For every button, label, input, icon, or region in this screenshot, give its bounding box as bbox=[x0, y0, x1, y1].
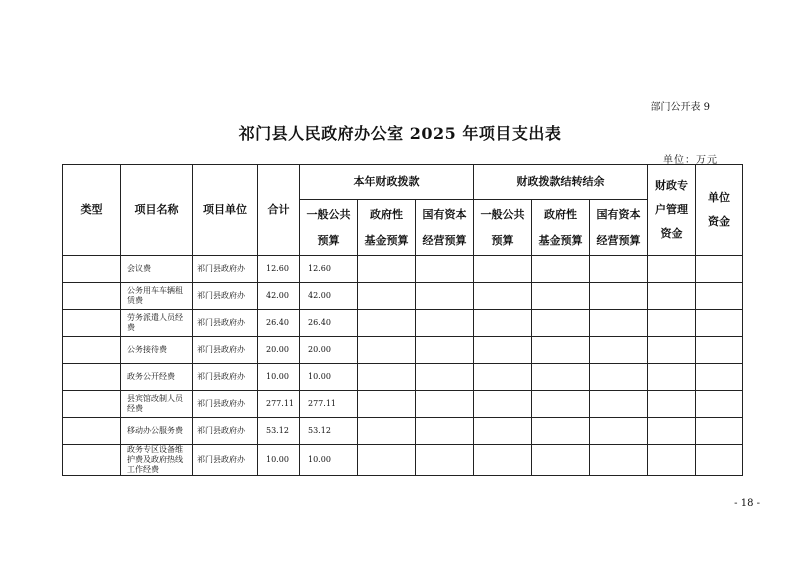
cell-empty bbox=[532, 418, 590, 445]
header-unitfund-line1: 单位 bbox=[708, 191, 731, 204]
header-current-fund-line1: 政府性 bbox=[370, 207, 403, 221]
cell-empty bbox=[648, 283, 696, 310]
cell-empty bbox=[416, 337, 474, 364]
cell-total: 42.00 bbox=[258, 283, 300, 310]
cell-empty bbox=[416, 418, 474, 445]
cell-project-unit: 祁门县政府办 bbox=[193, 418, 258, 445]
cell-empty bbox=[474, 337, 532, 364]
cell-type bbox=[63, 391, 121, 418]
cell-empty bbox=[648, 310, 696, 337]
cell-general-budget: 277.11 bbox=[300, 391, 358, 418]
header-project-name: 项目名称 bbox=[121, 165, 193, 256]
header-carryover-fund-line2: 基金预算 bbox=[538, 233, 583, 247]
cell-empty bbox=[648, 391, 696, 418]
cell-type bbox=[63, 337, 121, 364]
header-unitfund-line2: 资金 bbox=[708, 215, 731, 228]
table-row bbox=[63, 337, 743, 364]
cell-total: 20.00 bbox=[258, 337, 300, 364]
cell-type bbox=[63, 418, 121, 445]
cell-empty bbox=[696, 418, 743, 445]
cell-general-budget: 12.60 bbox=[300, 256, 358, 283]
cell-project-unit: 祁门县政府办 bbox=[193, 445, 258, 476]
cell-project-unit: 祁门县政府办 bbox=[193, 283, 258, 310]
project-expenditure-table bbox=[62, 164, 743, 476]
header-carryover-general-line1: 一般公共 bbox=[480, 207, 525, 221]
cell-empty bbox=[358, 364, 416, 391]
header-current-state-line2: 经营预算 bbox=[422, 233, 467, 247]
cell-empty bbox=[532, 364, 590, 391]
table-row bbox=[63, 283, 743, 310]
header-carryover-state-line2: 经营预算 bbox=[596, 233, 641, 247]
table-row bbox=[63, 391, 743, 418]
header-carryover-general-budget bbox=[474, 200, 532, 256]
cell-empty bbox=[358, 445, 416, 476]
cell-empty bbox=[416, 310, 474, 337]
cell-project-unit: 祁门县政府办 bbox=[193, 256, 258, 283]
cell-general-budget: 10.00 bbox=[300, 364, 358, 391]
cell-total: 53.12 bbox=[258, 418, 300, 445]
header-special-line3: 资金 bbox=[660, 227, 683, 240]
cell-project-name: 政务专区设备维护费及政府热线工作经费 bbox=[121, 445, 193, 476]
cell-empty bbox=[358, 283, 416, 310]
cell-empty bbox=[696, 364, 743, 391]
header-total: 合计 bbox=[258, 165, 300, 256]
header-current-state-capital bbox=[416, 200, 474, 256]
cell-general-budget: 42.00 bbox=[300, 283, 358, 310]
cell-empty bbox=[416, 391, 474, 418]
cell-empty bbox=[696, 310, 743, 337]
cell-empty bbox=[696, 337, 743, 364]
cell-empty bbox=[474, 364, 532, 391]
cell-empty bbox=[590, 256, 648, 283]
header-carryover-fund-line1: 政府性 bbox=[544, 207, 578, 221]
cell-empty bbox=[590, 364, 648, 391]
cell-empty bbox=[696, 256, 743, 283]
page-title: 祁门县人民政府办公室 2025 年项目支出表 bbox=[238, 124, 562, 143]
cell-total: 26.40 bbox=[258, 310, 300, 337]
cell-total: 10.00 bbox=[258, 364, 300, 391]
cell-empty bbox=[416, 364, 474, 391]
header-current-fund-line2: 基金预算 bbox=[364, 233, 409, 247]
cell-empty bbox=[358, 391, 416, 418]
cell-type bbox=[63, 283, 121, 310]
header-current-state-line1: 国有资本 bbox=[422, 207, 467, 221]
document-label: 部门公开表 9 bbox=[650, 102, 710, 113]
table-row bbox=[63, 445, 743, 476]
cell-empty bbox=[474, 418, 532, 445]
cell-empty bbox=[696, 283, 743, 310]
cell-project-name: 劳务派遣人员经费 bbox=[121, 310, 193, 337]
header-current-year-appropriation: 本年财政拨款 bbox=[300, 165, 474, 200]
cell-empty bbox=[532, 256, 590, 283]
cell-project-name: 公务用车车辆租赁费 bbox=[121, 283, 193, 310]
cell-empty bbox=[532, 310, 590, 337]
cell-empty bbox=[648, 337, 696, 364]
cell-total: 10.00 bbox=[258, 445, 300, 476]
table-row bbox=[63, 364, 743, 391]
cell-empty bbox=[532, 445, 590, 476]
header-current-general-budget bbox=[300, 200, 358, 256]
cell-empty bbox=[474, 391, 532, 418]
cell-empty bbox=[590, 418, 648, 445]
cell-empty bbox=[590, 391, 648, 418]
cell-empty bbox=[416, 445, 474, 476]
header-carryover-general-line2: 预算 bbox=[491, 233, 514, 247]
cell-total: 12.60 bbox=[258, 256, 300, 283]
cell-general-budget: 53.12 bbox=[300, 418, 358, 445]
cell-empty bbox=[648, 445, 696, 476]
cell-project-unit: 祁门县政府办 bbox=[193, 391, 258, 418]
page-number: - 18 - bbox=[734, 498, 760, 509]
cell-type bbox=[63, 256, 121, 283]
header-carryover-government-fund bbox=[532, 200, 590, 256]
cell-empty bbox=[474, 256, 532, 283]
cell-general-budget: 10.00 bbox=[300, 445, 358, 476]
cell-total: 277.11 bbox=[258, 391, 300, 418]
header-carryover-balance: 财政拨款结转结余 bbox=[474, 165, 648, 200]
cell-empty bbox=[474, 283, 532, 310]
header-project-unit: 项目单位 bbox=[193, 165, 258, 256]
header-special-line1: 财政专 bbox=[655, 179, 689, 192]
cell-project-name: 会议费 bbox=[121, 256, 193, 283]
cell-empty bbox=[696, 445, 743, 476]
cell-project-unit: 祁门县政府办 bbox=[193, 337, 258, 364]
table-row bbox=[63, 256, 743, 283]
cell-project-name: 公务接待费 bbox=[121, 337, 193, 364]
cell-empty bbox=[532, 391, 590, 418]
cell-empty bbox=[590, 337, 648, 364]
header-current-general-line2: 预算 bbox=[317, 233, 340, 247]
cell-empty bbox=[696, 391, 743, 418]
cell-project-unit: 祁门县政府办 bbox=[193, 310, 258, 337]
header-type: 类型 bbox=[63, 165, 121, 256]
cell-type bbox=[63, 310, 121, 337]
cell-type bbox=[63, 445, 121, 476]
cell-project-name: 移动办公服务费 bbox=[121, 418, 193, 445]
cell-empty bbox=[532, 337, 590, 364]
header-special-account-funds bbox=[648, 165, 696, 256]
cell-empty bbox=[648, 418, 696, 445]
cell-empty bbox=[590, 283, 648, 310]
cell-empty bbox=[358, 337, 416, 364]
cell-empty bbox=[648, 256, 696, 283]
cell-project-name: 县宾馆改制人员经费 bbox=[121, 391, 193, 418]
cell-empty bbox=[416, 283, 474, 310]
cell-general-budget: 20.00 bbox=[300, 337, 358, 364]
unit-label: 单位：万元 bbox=[663, 155, 718, 166]
header-special-line2: 户管理 bbox=[655, 203, 689, 216]
cell-empty bbox=[648, 364, 696, 391]
cell-general-budget: 26.40 bbox=[300, 310, 358, 337]
header-current-general-line1: 一般公共 bbox=[306, 207, 351, 221]
header-current-government-fund bbox=[358, 200, 416, 256]
header-carryover-state-capital bbox=[590, 200, 648, 256]
cell-type bbox=[63, 364, 121, 391]
cell-empty bbox=[358, 310, 416, 337]
header-carryover-state-line1: 国有资本 bbox=[596, 207, 641, 221]
cell-empty bbox=[590, 445, 648, 476]
cell-empty bbox=[532, 283, 590, 310]
cell-empty bbox=[590, 310, 648, 337]
cell-empty bbox=[358, 256, 416, 283]
cell-empty bbox=[474, 445, 532, 476]
cell-empty bbox=[474, 310, 532, 337]
cell-empty bbox=[416, 256, 474, 283]
header-unit-funds bbox=[696, 165, 743, 256]
table-row bbox=[63, 418, 743, 445]
table-row bbox=[63, 310, 743, 337]
cell-project-name: 政务公开经费 bbox=[121, 364, 193, 391]
cell-project-unit: 祁门县政府办 bbox=[193, 364, 258, 391]
cell-empty bbox=[358, 418, 416, 445]
